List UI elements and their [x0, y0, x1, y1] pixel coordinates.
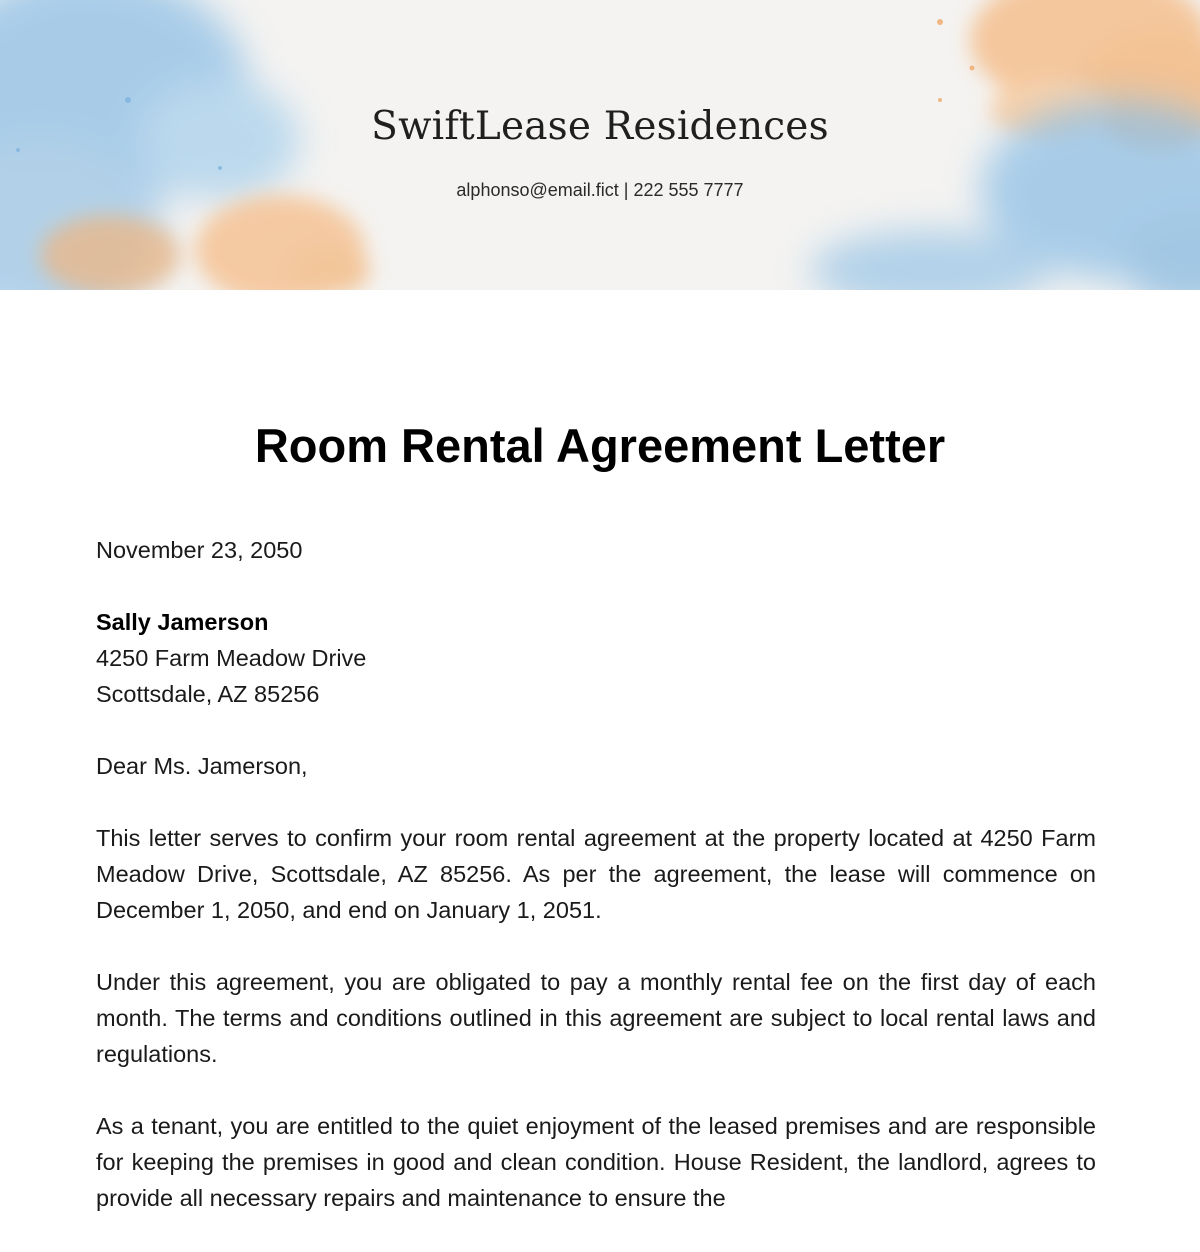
document-title: Room Rental Agreement Letter [254, 419, 946, 472]
company-contact: alphonso@email.fict | 222 555 7777 [456, 180, 744, 200]
letter-date: November 23, 2050 [96, 537, 303, 563]
header-banner [0, 0, 1200, 290]
letter-body [96, 532, 1096, 1252]
paragraph-payment-terms: Under this agreement, you are obligated to pay a monthly rental fee on the first day of each month. The terms and conditions outlined in this agreement are subject to local rental laws and regulations. [96, 969, 1096, 1067]
company-name: SwiftLease Residences [371, 104, 829, 149]
recipient-block [96, 604, 1096, 712]
paragraph-tenant-responsibilities: As a tenant, you are entitled to the quiet enjoyment of the leased premises and are responsible for keeping the premises in good and clean condition. House Resident, the landlord, agrees to provide all necessary repairs and maintenance to ensure the [96, 1113, 1096, 1211]
recipient-name: Sally Jamerson [96, 609, 269, 635]
paragraph-confirmation: This letter serves to confirm your room rental agreement at the property located at 4250 Farm Meadow Drive, Scottsdale, AZ 85256. As per the agreement, the lease will commence on December 1, 2050, and end on January 1, 2051. [96, 825, 1096, 923]
salutation: Dear Ms. Jamerson, [96, 753, 308, 779]
recipient-address-line2: Scottsdale, AZ 85256 [96, 681, 320, 707]
recipient-address-line1: 4250 Farm Meadow Drive [96, 645, 367, 671]
